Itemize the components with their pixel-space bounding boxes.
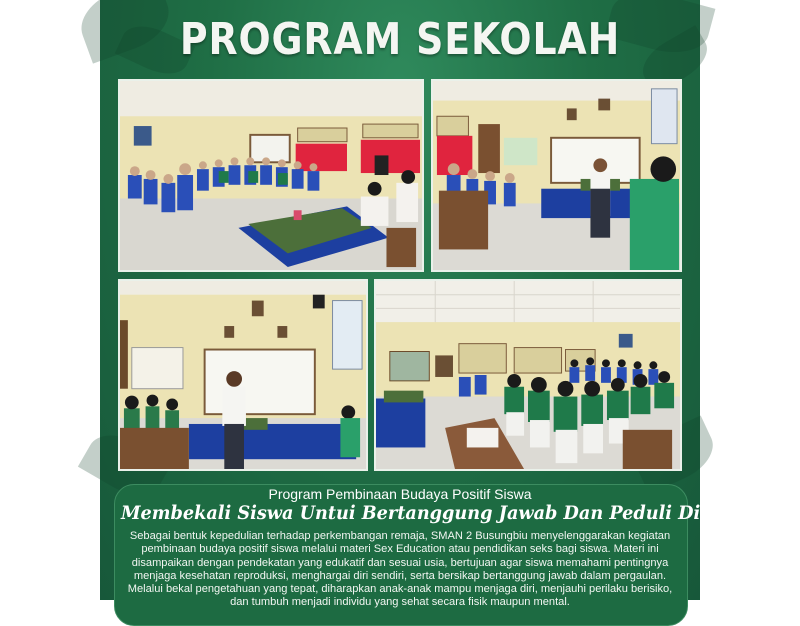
program-description: Sebagai bentuk kepedulian terhadap perkembangan remaja, SMAN 2 Busungbiu menyelenggarakan kegiatan pembinaan budaya positif siswa melalui materi Sex Education atau pendidikan seks bagi siswa. Materi ini disampaikan dengan pendekatan yang edukatif dan sesuai usia, bertujuan agar siswa memahami pentingnya menjaga kesehatan reproduksi, menghargai diri sendiri, serta bersikap bertanggung jawab dalam pergaulan. Melalui bekal pengetahuan yang tepat, diharapkan anak-anak mampu menjaga diri, menjauhi perilaku berisiko, dan tumbuh menjadi individu yang sehat secara fisik maupun mental. <box>127 530 673 609</box>
program-poster <box>100 0 717 609</box>
classroom-photo-speaker-with-microphone <box>118 279 368 471</box>
program-headline: Membekali Siswa Untui Bertanggung Jawab Dan Peduli Diri <box>121 502 717 524</box>
classroom-photo-speaker-presenting <box>431 79 682 272</box>
program-subtitle: Program Pembinaan Budaya Positif Siswa <box>268 486 532 502</box>
classroom-photo-students-seated <box>118 79 424 272</box>
classroom-photo-wide-audience <box>374 279 682 471</box>
poster-title: PROGRAM SEKOLAH <box>179 14 621 65</box>
